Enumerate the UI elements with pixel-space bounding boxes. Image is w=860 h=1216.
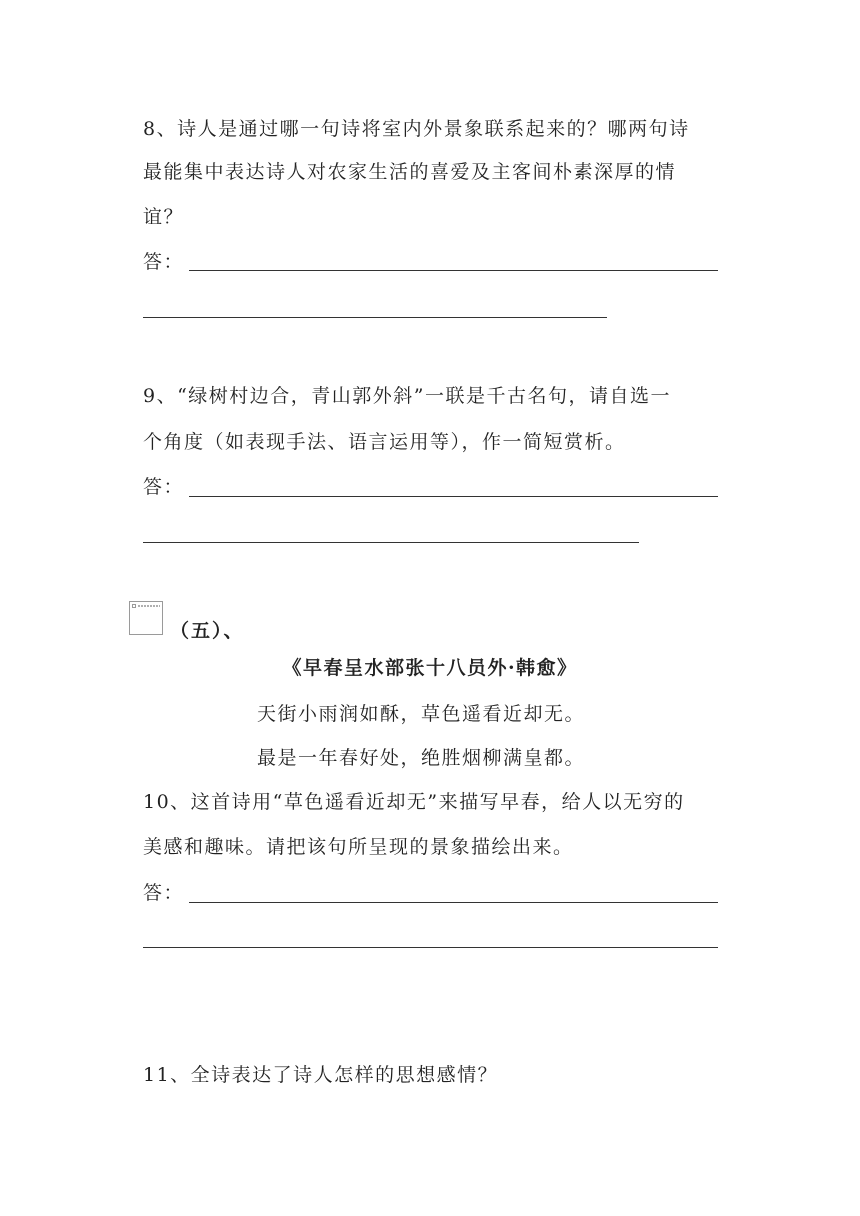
q9-text-line-1: 9、“绿树村边合，青山郭外斜”一联是千古名句，请自选一	[143, 385, 672, 407]
q10-text-line-2: 美感和趣味。请把该句所呈现的景象描绘出来。	[143, 836, 574, 858]
q10-answer-label: 答：	[143, 882, 185, 904]
q8-text-line-1: 8、诗人是通过哪一句诗将室内外景象联系起来的？哪两句诗	[143, 118, 690, 140]
poem-line-2: 最是一年春好处，绝胜烟柳满皇都。	[257, 747, 586, 769]
q8-text-line-2: 最能集中表达诗人对农家生活的喜爱及主客间朴素深厚的情	[143, 161, 677, 183]
broken-image-icon	[132, 604, 136, 608]
q10-text-line-1: 10、这首诗用“草色遥看近却无”来描写早春，给人以无穷的	[143, 791, 685, 813]
poem-title: 《早春呈水部张十八员外·韩愈》	[282, 657, 578, 679]
image-placeholder-icon	[129, 601, 163, 635]
q10-answer-line-1	[189, 902, 718, 903]
poem-line-1: 天街小雨润如酥，草色遥看近却无。	[257, 703, 586, 725]
q10-answer-line-2	[143, 947, 718, 948]
q8-text-line-3: 谊？	[143, 206, 185, 228]
q9-answer-label: 答：	[143, 476, 185, 498]
q8-answer-line-1	[189, 270, 718, 271]
q8-answer-line-2	[143, 317, 607, 318]
q9-answer-line-2	[143, 542, 639, 543]
section-heading: （五）、	[170, 620, 245, 642]
q9-answer-line-1	[189, 496, 718, 497]
q9-text-line-2: 个角度（如表现手法、语言运用等），作一简短赏析。	[143, 431, 626, 453]
q11-text-line-1: 11、全诗表达了诗人怎样的思想感情？	[143, 1064, 499, 1086]
q8-answer-label: 答：	[143, 251, 185, 273]
